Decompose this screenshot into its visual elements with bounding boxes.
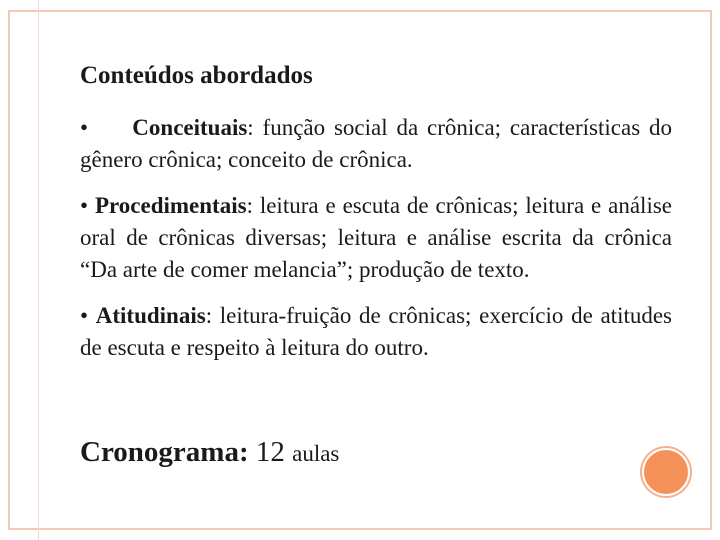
- accent-circle: [642, 448, 690, 496]
- schedule-label: Cronograma:: [80, 436, 249, 468]
- schedule-unit: aulas: [292, 441, 340, 466]
- bullet-term: Procedimentais: [94, 193, 247, 218]
- content-body: [80, 112, 672, 378]
- schedule-count: 12: [255, 436, 285, 468]
- bullet-procedimentais: [80, 190, 672, 286]
- schedule-line: [80, 436, 339, 469]
- bullet-term: Conceituais: [132, 115, 248, 140]
- bullet-text: leitura e escuta de crônicas; leitura e análise oral de crônicas diversas; leitura e análise escrita da crônica “Da arte de comer melancia”; produção de texto.: [80, 193, 672, 282]
- bullet-separator: :: [205, 303, 213, 328]
- bullet-text: função social da crônica; características do gênero crônica; conceito de crônica.: [80, 115, 672, 172]
- bullet-separator: :: [246, 193, 253, 218]
- bullet-separator: :: [247, 115, 254, 140]
- bullet-marker: •: [80, 193, 89, 218]
- bullet-conceituais: [80, 112, 672, 176]
- bullet-atitudinais: [80, 300, 672, 364]
- bullet-text: leitura-fruição de crônicas; exercício de atitudes de escuta e respeito à leitura do outro.: [80, 303, 673, 360]
- bullet-marker: •: [80, 115, 89, 140]
- slide-title: Conteúdos abordados: [80, 62, 313, 89]
- bullet-term: Atitudinais: [95, 303, 206, 328]
- bullet-marker: •: [80, 303, 89, 328]
- frame-left-line: [38, 0, 39, 540]
